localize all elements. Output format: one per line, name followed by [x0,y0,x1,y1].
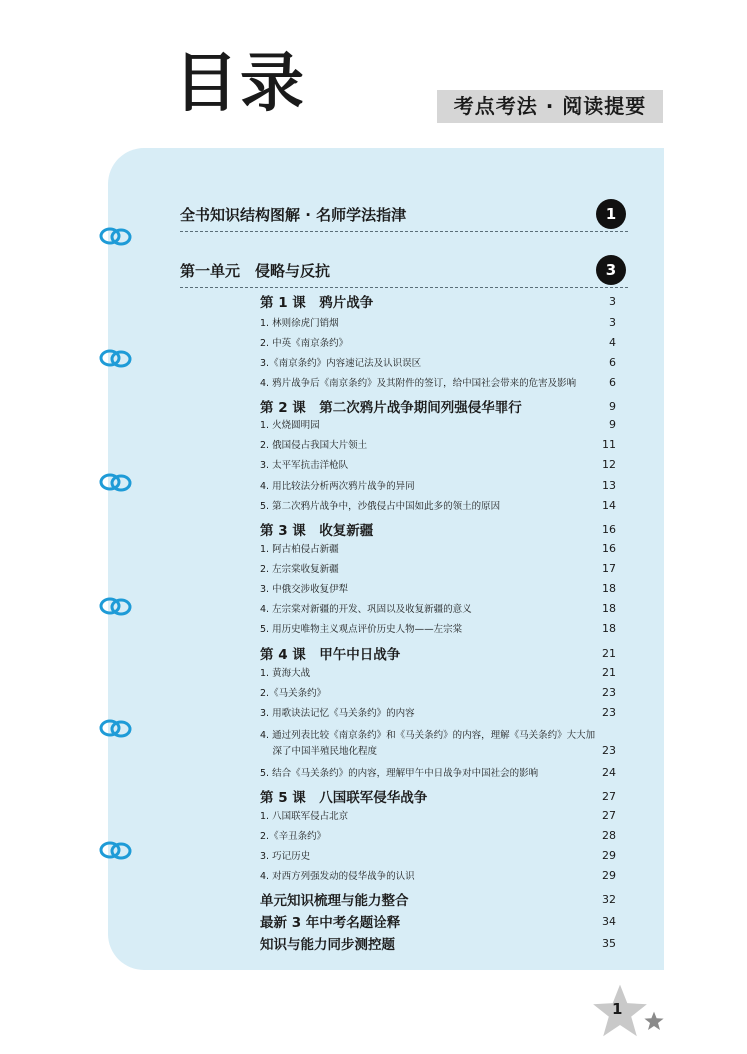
toc-entry-label: 第一单元 侵略与反抗 [180,261,331,280]
toc-row-page: 18 [602,621,616,635]
toc-row-label: 4. 对西方列强发动的侵华战争的认识 [260,871,415,882]
divider [180,231,628,232]
toc-item-row[interactable] [260,685,616,699]
toc-row-label: 4. 鸦片战争后《南京条约》及其附件的签订，给中国社会带来的危害及影响 [260,378,577,389]
toc-row-label: 3. 用歌诀法记忆《马关条约》的内容 [260,708,415,719]
toc-lesson-row[interactable] [260,291,616,311]
toc-item-row[interactable] [260,705,616,719]
toc-item-row[interactable] [260,437,616,451]
star-icon [644,1011,664,1031]
toc-row-label: 最新 3 年中考名题诠释 [260,915,401,931]
binder-ring-icon [98,595,134,617]
toc-row-page: 32 [602,892,616,906]
toc-row-page: 21 [602,665,616,679]
toc-row-label: 2.《马关条约》 [260,688,327,699]
toc-row-label: 5. 用历史唯物主义观点评价历史人物——左宗棠 [260,624,463,635]
toc-row-page: 18 [602,601,616,615]
toc-row-page: 4 [609,335,616,349]
toc-row-page: 21 [602,646,616,660]
toc-item-row[interactable] [260,601,616,615]
toc-item-row[interactable] [260,375,616,389]
toc-row-label: 3. 巧记历史 [260,851,311,862]
toc-row-label: 1. 八国联军侵占北京 [260,811,349,822]
toc-lesson-row[interactable] [260,643,616,663]
toc-entry-unit[interactable] [180,255,626,285]
binder-ring-icon [98,347,134,369]
toc-row-page: 23 [602,685,616,699]
binder-ring-icon [98,839,134,861]
toc-row-label: 5. 第二次鸦片战争中，沙俄侵占中国如此多的领土的原因 [260,501,501,512]
toc-row-page: 24 [602,765,616,779]
page-title: 目录 [174,47,306,121]
page-number-badge: 3 [596,255,626,285]
toc-row-page: 23 [602,705,616,719]
toc-lesson-row[interactable] [260,519,616,539]
toc-row-label: 3.《南京条约》内容速记法及认识误区 [260,358,422,369]
toc-row-page: 29 [602,868,616,882]
toc-item-row[interactable] [260,848,616,862]
toc-item-row[interactable] [260,355,616,369]
toc-lesson-row[interactable] [260,911,616,931]
toc-row-label: 2. 中英《南京条约》 [260,338,349,349]
toc-row-label: 第 3 课 收复新疆 [260,523,374,539]
toc-row-page: 17 [602,561,616,575]
toc-row-page: 29 [602,848,616,862]
toc-row-label: 单元知识梳理与能力整合 [260,893,409,909]
toc-item-row[interactable] [260,561,616,575]
toc-row-page: 23 [602,743,616,757]
toc-item-row[interactable] [260,727,616,741]
toc-row-page: 18 [602,581,616,595]
toc-row-page: 16 [602,522,616,536]
toc-lesson-row[interactable] [260,786,616,806]
toc-row-page: 27 [602,808,616,822]
toc-row-label: 1. 阿古柏侵占新疆 [260,544,339,555]
toc-item-row[interactable] [260,868,616,882]
toc-item-row[interactable] [260,541,616,555]
page-number: 1 [612,1000,623,1018]
toc-row-label: 2. 俄国侵占我国大片领土 [260,440,368,451]
toc-entry-overview[interactable] [180,199,626,229]
divider [180,287,628,288]
toc-row-label: 5. 结合《马关条约》的内容，理解甲午中日战争对中国社会的影响 [260,768,539,779]
toc-row-page: 11 [602,437,616,451]
toc-item-row[interactable] [260,665,616,679]
toc-row-page: 3 [609,315,616,329]
toc-row-label: 1. 火烧圆明园 [260,420,320,431]
toc-item-row[interactable] [260,457,616,471]
toc-item-row[interactable] [260,828,616,842]
toc-row-label: 2. 左宗棠收复新疆 [260,564,339,575]
toc-row-label: 4. 左宗棠对新疆的开发、巩固以及收复新疆的意义 [260,604,472,615]
toc-row-page: 9 [609,399,616,413]
toc-row-label: 深了中国半殖民地化程度 [260,746,378,757]
toc-row-page: 27 [602,789,616,803]
toc-row-label: 4. 用比较法分析两次鸦片战争的异同 [260,481,415,492]
toc-item-row[interactable] [260,478,616,492]
toc-row-page: 35 [602,936,616,950]
toc-lesson-row[interactable] [260,396,616,416]
toc-row-label: 第 5 课 八国联军侵华战争 [260,790,428,806]
toc-row-page: 12 [602,457,616,471]
toc-row-label: 第 2 课 第二次鸦片战争期间列强侵华罪行 [260,400,522,416]
toc-row-label: 知识与能力同步测控题 [260,937,395,953]
toc-row-page: 16 [602,541,616,555]
toc-lesson-row[interactable] [260,933,616,953]
binder-ring-icon [98,225,134,247]
toc-row-label: 3. 中俄交涉收复伊犁 [260,584,349,595]
toc-item-row[interactable] [260,417,616,431]
toc-row-page: 3 [609,294,616,308]
toc-item-row[interactable] [260,335,616,349]
toc-row-page: 13 [602,478,616,492]
toc-row-label: 1. 黄海大战 [260,668,311,679]
toc-entry-label: 全书知识结构图解 · 名师学法指津 [180,205,407,224]
binder-ring-icon [98,717,134,739]
toc-item-row[interactable] [260,765,616,779]
toc-item-row[interactable] [260,315,616,329]
toc-row-page: 34 [602,914,616,928]
toc-item-row[interactable] [260,581,616,595]
toc-row-page: 9 [609,417,616,431]
toc-item-row[interactable] [260,743,616,757]
toc-lesson-row[interactable] [260,889,616,909]
binder-ring-icon [98,471,134,493]
toc-item-row[interactable] [260,498,616,512]
toc-row-page: 14 [602,498,616,512]
toc-row-page: 6 [609,355,616,369]
toc-row-label: 第 4 课 甲午中日战争 [260,647,401,663]
toc-item-row[interactable] [260,621,616,635]
page-number-badge: 1 [596,199,626,229]
toc-row-label: 4. 通过列表比较《南京条约》和《马关条约》的内容，理解《马关条约》大大加 [260,730,596,741]
page-subtitle: 考点考法 · 阅读提要 [437,90,663,123]
toc-row-page: 6 [609,375,616,389]
toc-row-label: 1. 林则徐虎门销烟 [260,318,339,329]
toc-row-label: 2.《辛丑条约》 [260,831,327,842]
toc-row-label: 3. 太平军抗击洋枪队 [260,460,349,471]
toc-row-label: 第 1 课 鸦片战争 [260,295,374,311]
toc-item-row[interactable] [260,808,616,822]
toc-row-page: 28 [602,828,616,842]
